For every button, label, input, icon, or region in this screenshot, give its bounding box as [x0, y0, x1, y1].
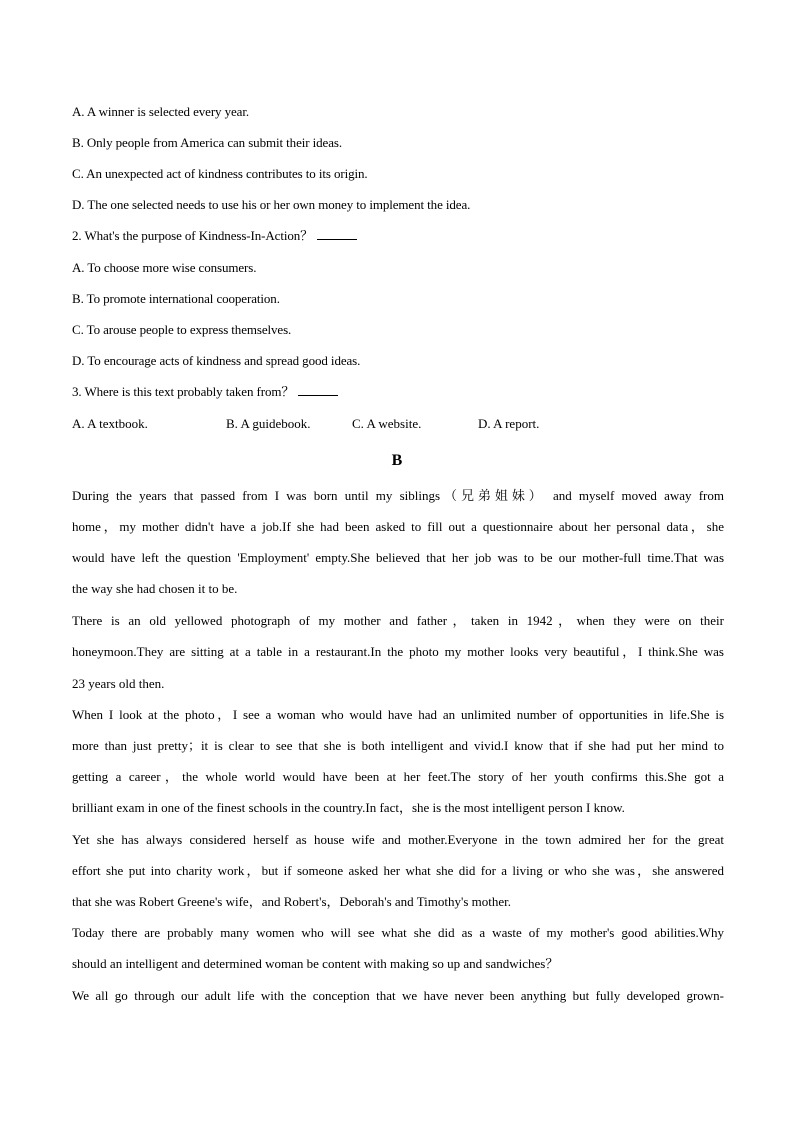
q2-option-d: D. To encourage acts of kindness and spread good ideas. — [72, 353, 361, 368]
passage-line: During the years that passed from I was born until my siblings（兄弟姐妹） and myself moved away from — [72, 488, 724, 503]
q2-option-a: A. To choose more wise consumers. — [72, 260, 257, 275]
passage-line: should an intelligent and determined woman be content with making so up and sandwiches？ — [72, 956, 559, 971]
passage-line: home，my mother didn't have a job.If she had been asked to fill out a questionnaire about her personal data，she — [72, 519, 724, 534]
passage-line: getting a career，the whole world would have been at her feet.The story of her youth confirms this.She got a — [72, 769, 724, 784]
passage-line: 23 years old then. — [72, 676, 165, 691]
q2-answer-blank[interactable] — [317, 228, 357, 240]
q2-stem-line — [72, 228, 357, 244]
passage-line: Today there are probably many women who will see what she did as a waste of my mother's good abilities.Why — [72, 925, 724, 940]
q2-stem: 2. What's the purpose of Kindness-In-Action？ — [72, 228, 314, 243]
q1-option-a: A. A winner is selected every year. — [72, 104, 249, 119]
passage-line: would have left the question 'Employment' empty.She believed that her job was to be our mother-full time.That was — [72, 550, 724, 565]
q1-option-c: C. An unexpected act of kindness contributes to its origin. — [72, 166, 368, 181]
passage-line: the way she had chosen it to be. — [72, 581, 238, 596]
q2-option-c: C. To arouse people to express themselves. — [72, 322, 292, 337]
q3-option-a: A. A textbook. — [72, 416, 148, 431]
passage-line: Yet she has always considered herself as house wife and mother.Everyone in the town admired her for the great — [72, 832, 724, 847]
q3-stem-line — [72, 384, 338, 400]
passage-line: There is an old yellowed photograph of my mother and father，taken in 1942，when they were on their — [72, 613, 724, 628]
q1-option-d: D. The one selected needs to use his or her own money to implement the idea. — [72, 197, 471, 212]
passage-line: more than just pretty；it is clear to see that she is both intelligent and vivid.I know that if she had put her mind to — [72, 738, 724, 753]
passage-line: When I look at the photo，I see a woman who would have had an unlimited number of opportunities in life.She is — [72, 707, 724, 722]
section-b-title: B — [391, 452, 403, 469]
q3-stem: 3. Where is this text probably taken from？ — [72, 384, 295, 399]
q3-options-row — [72, 416, 632, 432]
passage-line: that she was Robert Greene's wife，and Robert's，Deborah's and Timothy's mother. — [72, 894, 512, 909]
q3-option-c: C. A website. — [352, 416, 422, 431]
passage-line: We all go through our adult life with the conception that we have never been anything but fully developed grown- — [72, 988, 724, 1003]
q3-option-d: D. A report. — [478, 416, 540, 431]
passage-line: brilliant exam in one of the finest schools in the country.In fact，she is the most intelligent person I know. — [72, 800, 625, 815]
q3-option-b: B. A guidebook. — [226, 416, 311, 431]
passage-line: effort she put into charity work，but if someone asked her what she did for a living or who she was，she answered — [72, 863, 724, 878]
passage-line: honeymoon.They are sitting at a table in a restaurant.In the photo my mother looks very beautiful，I think.She was — [72, 644, 724, 659]
q1-option-b: B. Only people from America can submit their ideas. — [72, 135, 342, 150]
q3-answer-blank[interactable] — [298, 384, 338, 396]
q2-option-b: B. To promote international cooperation. — [72, 291, 280, 306]
